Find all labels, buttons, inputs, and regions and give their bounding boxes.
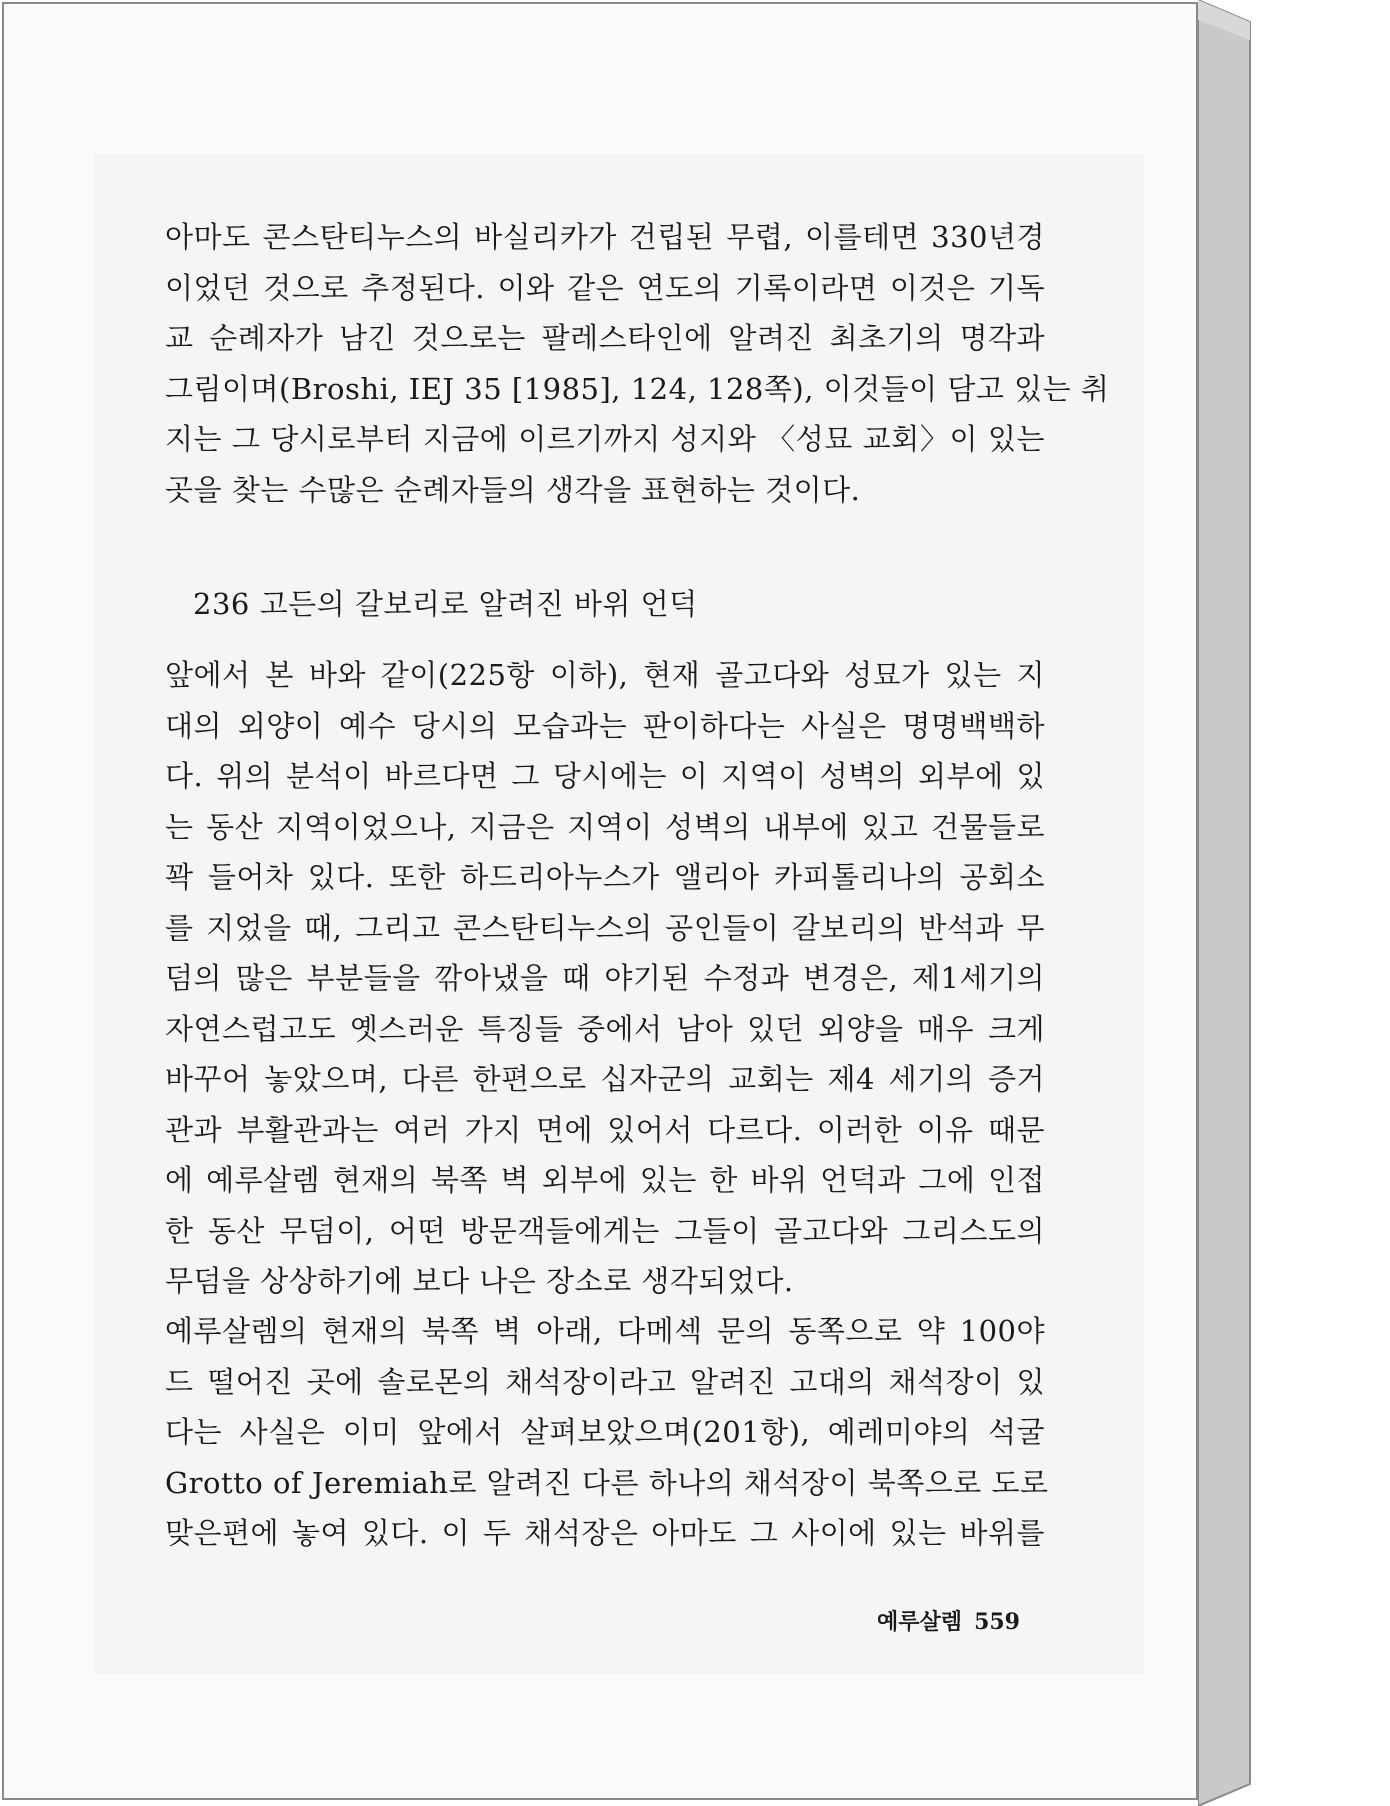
paragraph-1 (165, 212, 1110, 515)
text-line: 아마도 콘스탄티누스의 바실리카가 건립된 무렵, 이를테면 330년경 (165, 220, 1045, 254)
text-line: 는 동산 지역이었으나, 지금은 지역이 성벽의 내부에 있고 건물들로 (165, 809, 1045, 844)
book-spine (1198, 0, 1258, 1806)
text-line: 꽉 들어차 있다. 또한 하드리아누스가 앨리아 카피톨리나의 공회소 (165, 860, 1045, 894)
text-line: 드 떨어진 곳에 솔로몬의 채석장이라고 알려진 고대의 채석장이 있 (165, 1364, 1045, 1399)
section-heading: 236 고든의 갈보리로 알려진 바위 언덕 (193, 587, 698, 621)
text-line: 이었던 것으로 추정된다. 이와 같은 연도의 기록이라면 이것은 기독 (165, 270, 1045, 305)
text-line: 바꾸어 놓았으며, 다른 한편으로 십자군의 교회는 제4 세기의 증거 (165, 1062, 1045, 1096)
text-line: 교 순례자가 남긴 것으로는 팔레스타인에 알려진 최초기의 명각과 (165, 321, 1045, 355)
text-line: 자연스럽고도 옛스러운 특징들 중에서 남아 있던 외양을 매우 크게 (165, 1011, 1045, 1046)
text-line: 관과 부활관과는 여러 가지 면에 있어서 다르다. 이러한 이유 때문 (165, 1112, 1045, 1147)
paragraph-3 (165, 1306, 1049, 1559)
text-line: 그림이며(Broshi, IEJ 35 [1985], 124, 128쪽), 이것들이 담고 있는 취 (165, 371, 1110, 406)
page-number: 559 (974, 1609, 1020, 1635)
text-line: 무덤을 상상하기에 보다 나은 장소로 생각되었다. (165, 1264, 794, 1298)
page-footer (877, 1605, 1020, 1636)
text-line: 대의 외양이 예수 당시의 모습과는 판이하다는 사실은 명명백백하 (165, 708, 1045, 743)
text-line: 앞에서 본 바와 같이(225항 이하), 현재 골고다와 성묘가 있는 지 (165, 658, 1045, 692)
text-line: 한 동산 무덤이, 어떤 방문객들에게는 그들이 골고다와 그리스도의 (165, 1213, 1045, 1248)
text-line: Grotto of Jeremiah로 알려진 다른 하나의 채석장이 북쪽으로 도로 (165, 1465, 1049, 1500)
text-line: 다. 위의 분석이 바르다면 그 당시에는 이 지역이 성벽의 외부에 있 (165, 759, 1045, 793)
text-line: 다는 사실은 이미 앞에서 살펴보았으며(201항), 예레미야의 석굴 (165, 1415, 1045, 1449)
text-line: 맞은편에 놓여 있다. 이 두 채석장은 아마도 그 사이에 있는 바위를 (165, 1516, 1045, 1550)
text-line: 곳을 찾는 수많은 순례자들의 생각을 표현하는 것이다. (165, 472, 861, 507)
running-title: 예루살렘 (877, 1609, 963, 1635)
paragraph-2 (165, 650, 1045, 1307)
text-line: 를 지었을 때, 그리고 콘스탄티누스의 공인들이 갈보리의 반석과 무 (165, 910, 1045, 945)
text-line: 예루살렘의 현재의 북쪽 벽 아래, 다메섹 문의 동쪽으로 약 100야 (165, 1314, 1045, 1348)
text-line: 에 예루살렘 현재의 북쪽 벽 외부에 있는 한 바위 언덕과 그에 인접 (165, 1163, 1045, 1197)
text-line: 덤의 많은 부분들을 깎아냈을 때 야기된 수정과 변경은, 제1세기의 (165, 961, 1045, 995)
text-line: 지는 그 당시로부터 지금에 이르기까지 성지와 〈성묘 교회〉이 있는 (165, 422, 1045, 456)
